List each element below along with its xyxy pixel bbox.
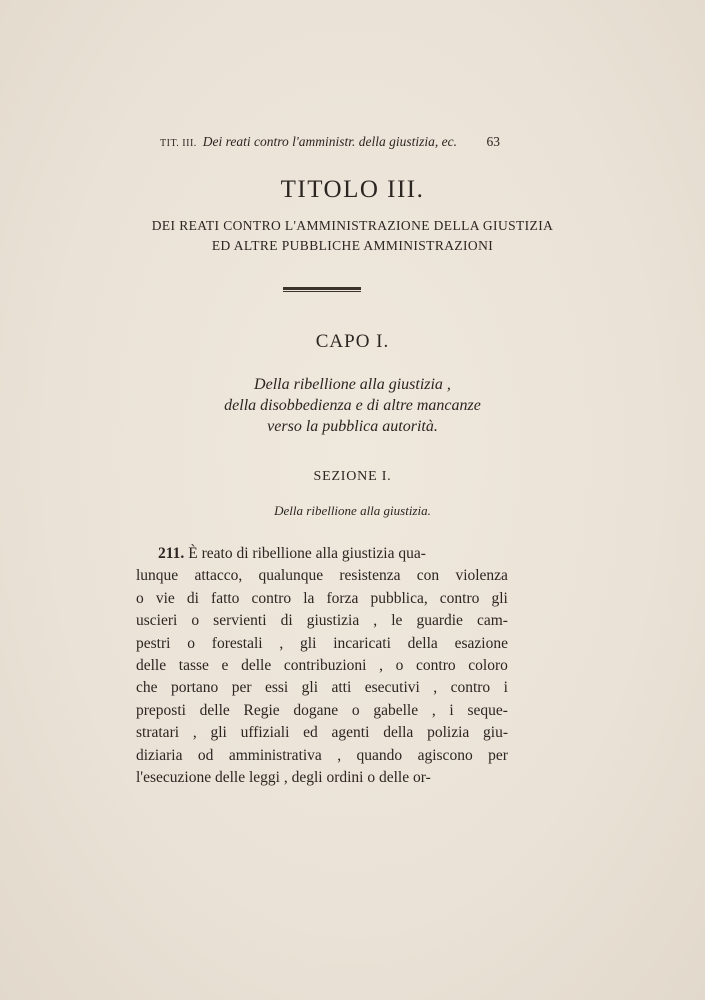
article-word: ,	[279, 634, 284, 652]
article-word: giu-	[483, 724, 508, 742]
article-word: delle	[136, 657, 167, 675]
article-word: o	[395, 657, 404, 675]
article-word: contro	[439, 589, 480, 607]
article-word: o	[136, 589, 144, 607]
article-word: ,	[433, 679, 438, 697]
article-word: essi	[264, 679, 289, 697]
article-word: vie	[155, 589, 175, 607]
article-word: delle	[241, 657, 272, 675]
article-word: fatto	[211, 589, 240, 607]
sezione-description: Della ribellione alla giustizia.	[274, 503, 431, 518]
article-word: esazione	[454, 634, 508, 652]
capo-description-line-3: verso la pubblica autorità.	[267, 418, 438, 435]
article-word: o	[187, 634, 195, 652]
page-number: 63	[486, 134, 500, 149]
article-number: 211.	[158, 545, 185, 562]
article-word: della	[383, 724, 414, 742]
article-word: ,	[431, 701, 436, 719]
article-line	[136, 633, 508, 655]
article-word: le	[391, 612, 403, 630]
article-word: stratari	[136, 724, 180, 742]
article-word: gabelle	[373, 701, 419, 719]
article-word: guardie	[416, 612, 463, 630]
article-word: tasse	[178, 657, 209, 675]
article-word: Regie	[243, 701, 280, 719]
article-word: agenti	[331, 724, 370, 742]
article-word: forestali	[211, 634, 263, 652]
article-word: per	[488, 746, 508, 764]
article-word: di	[186, 589, 199, 607]
article-word: preposti	[136, 701, 186, 719]
article-word: violenza	[455, 567, 508, 585]
article-body	[136, 543, 508, 789]
capo-description-line-2: della disobbedienza e di altre mancanze	[224, 397, 481, 414]
article-word: amministrativa	[228, 746, 322, 764]
article-word: giustizia	[306, 612, 360, 630]
article-word: pestri	[136, 634, 171, 652]
article-line	[136, 655, 508, 677]
running-header	[160, 134, 500, 150]
article-word: qualunque	[258, 567, 324, 585]
article-word: della	[407, 634, 438, 652]
article-word: contro	[251, 589, 292, 607]
article-word: seque-	[467, 701, 508, 719]
article-word: ,	[379, 657, 384, 675]
article-word: incaricati	[333, 634, 391, 652]
article-word: o	[191, 612, 200, 630]
article-word: uffiziali	[240, 724, 290, 742]
article-line	[136, 565, 508, 587]
section-reference: TIT. III.	[160, 138, 197, 149]
article-word: per	[231, 679, 252, 697]
article-word: quando	[356, 746, 403, 764]
article-word: pubblica,	[370, 589, 428, 607]
article-word: di	[280, 612, 293, 630]
capo-heading: CAPO I.	[315, 331, 390, 352]
article-word: attacco,	[194, 567, 243, 585]
running-header-text	[160, 134, 457, 150]
article-word: uscieri	[136, 612, 178, 630]
title-subtitle-line-1: DEI REATI CONTRO L'AMMINISTRAZIONE DELLA GIUSTIZIA	[151, 218, 554, 233]
article-line	[136, 543, 508, 565]
title-subtitle-line-2: ED ALTRE PUBBLICHE AMMINISTRAZIONI	[211, 238, 494, 253]
article-word: servienti	[213, 612, 267, 630]
article-line-text: È reato di ribellione alla giustizia qua-	[188, 545, 426, 562]
title-heading: TITOLO III.	[280, 176, 425, 203]
article-word: gli	[210, 724, 227, 742]
article-word: contro	[450, 679, 491, 697]
article-word: polizia	[427, 724, 470, 742]
article-word: ed	[303, 724, 318, 742]
article-first-line	[158, 543, 426, 565]
article-word: e	[221, 657, 229, 675]
article-word: dogane	[293, 701, 339, 719]
article-word: la	[303, 589, 315, 607]
article-word: ,	[192, 724, 197, 742]
article-word: contribuzioni	[283, 657, 367, 675]
sezione-heading: SEZIONE I.	[313, 469, 392, 484]
article-word: coloro	[468, 657, 508, 675]
article-word: forza	[326, 589, 359, 607]
article-word: gli	[491, 589, 508, 607]
running-title: Dei reati contro l'amministr. della giustizia, ec.	[202, 134, 458, 149]
article-word: cam-	[476, 612, 508, 630]
article-line: l'esecuzione delle leggi , degli ordini o delle or-	[136, 769, 431, 787]
article-word: o	[351, 701, 360, 719]
article-word: esecutivi	[364, 679, 420, 697]
article-word: atti	[331, 679, 352, 697]
article-word: i	[503, 679, 508, 697]
article-word: resistenza	[339, 567, 401, 585]
capo-description-line-1: Della ribellione alla giustizia ,	[254, 376, 451, 393]
article-word: contro	[416, 657, 456, 675]
article-line	[136, 677, 508, 699]
article-word: ,	[373, 612, 378, 630]
article-line	[136, 610, 508, 632]
article-line	[136, 700, 508, 722]
article-word: delle	[199, 701, 230, 719]
article-word: gli	[300, 634, 317, 652]
article-word: od	[197, 746, 214, 764]
article-word: portano	[170, 679, 219, 697]
article-word: gli	[301, 679, 319, 697]
article-word: lunque	[136, 567, 179, 585]
article-word: ,	[337, 746, 342, 764]
article-line	[136, 722, 508, 744]
article-word: i	[449, 701, 454, 719]
article-line	[136, 588, 508, 610]
article-word: con	[416, 567, 440, 585]
article-word: agiscono	[417, 746, 473, 764]
article-line	[136, 745, 508, 767]
article-word: che	[136, 679, 158, 697]
article-word: diziaria	[136, 746, 183, 764]
ornamental-rule	[283, 287, 361, 292]
